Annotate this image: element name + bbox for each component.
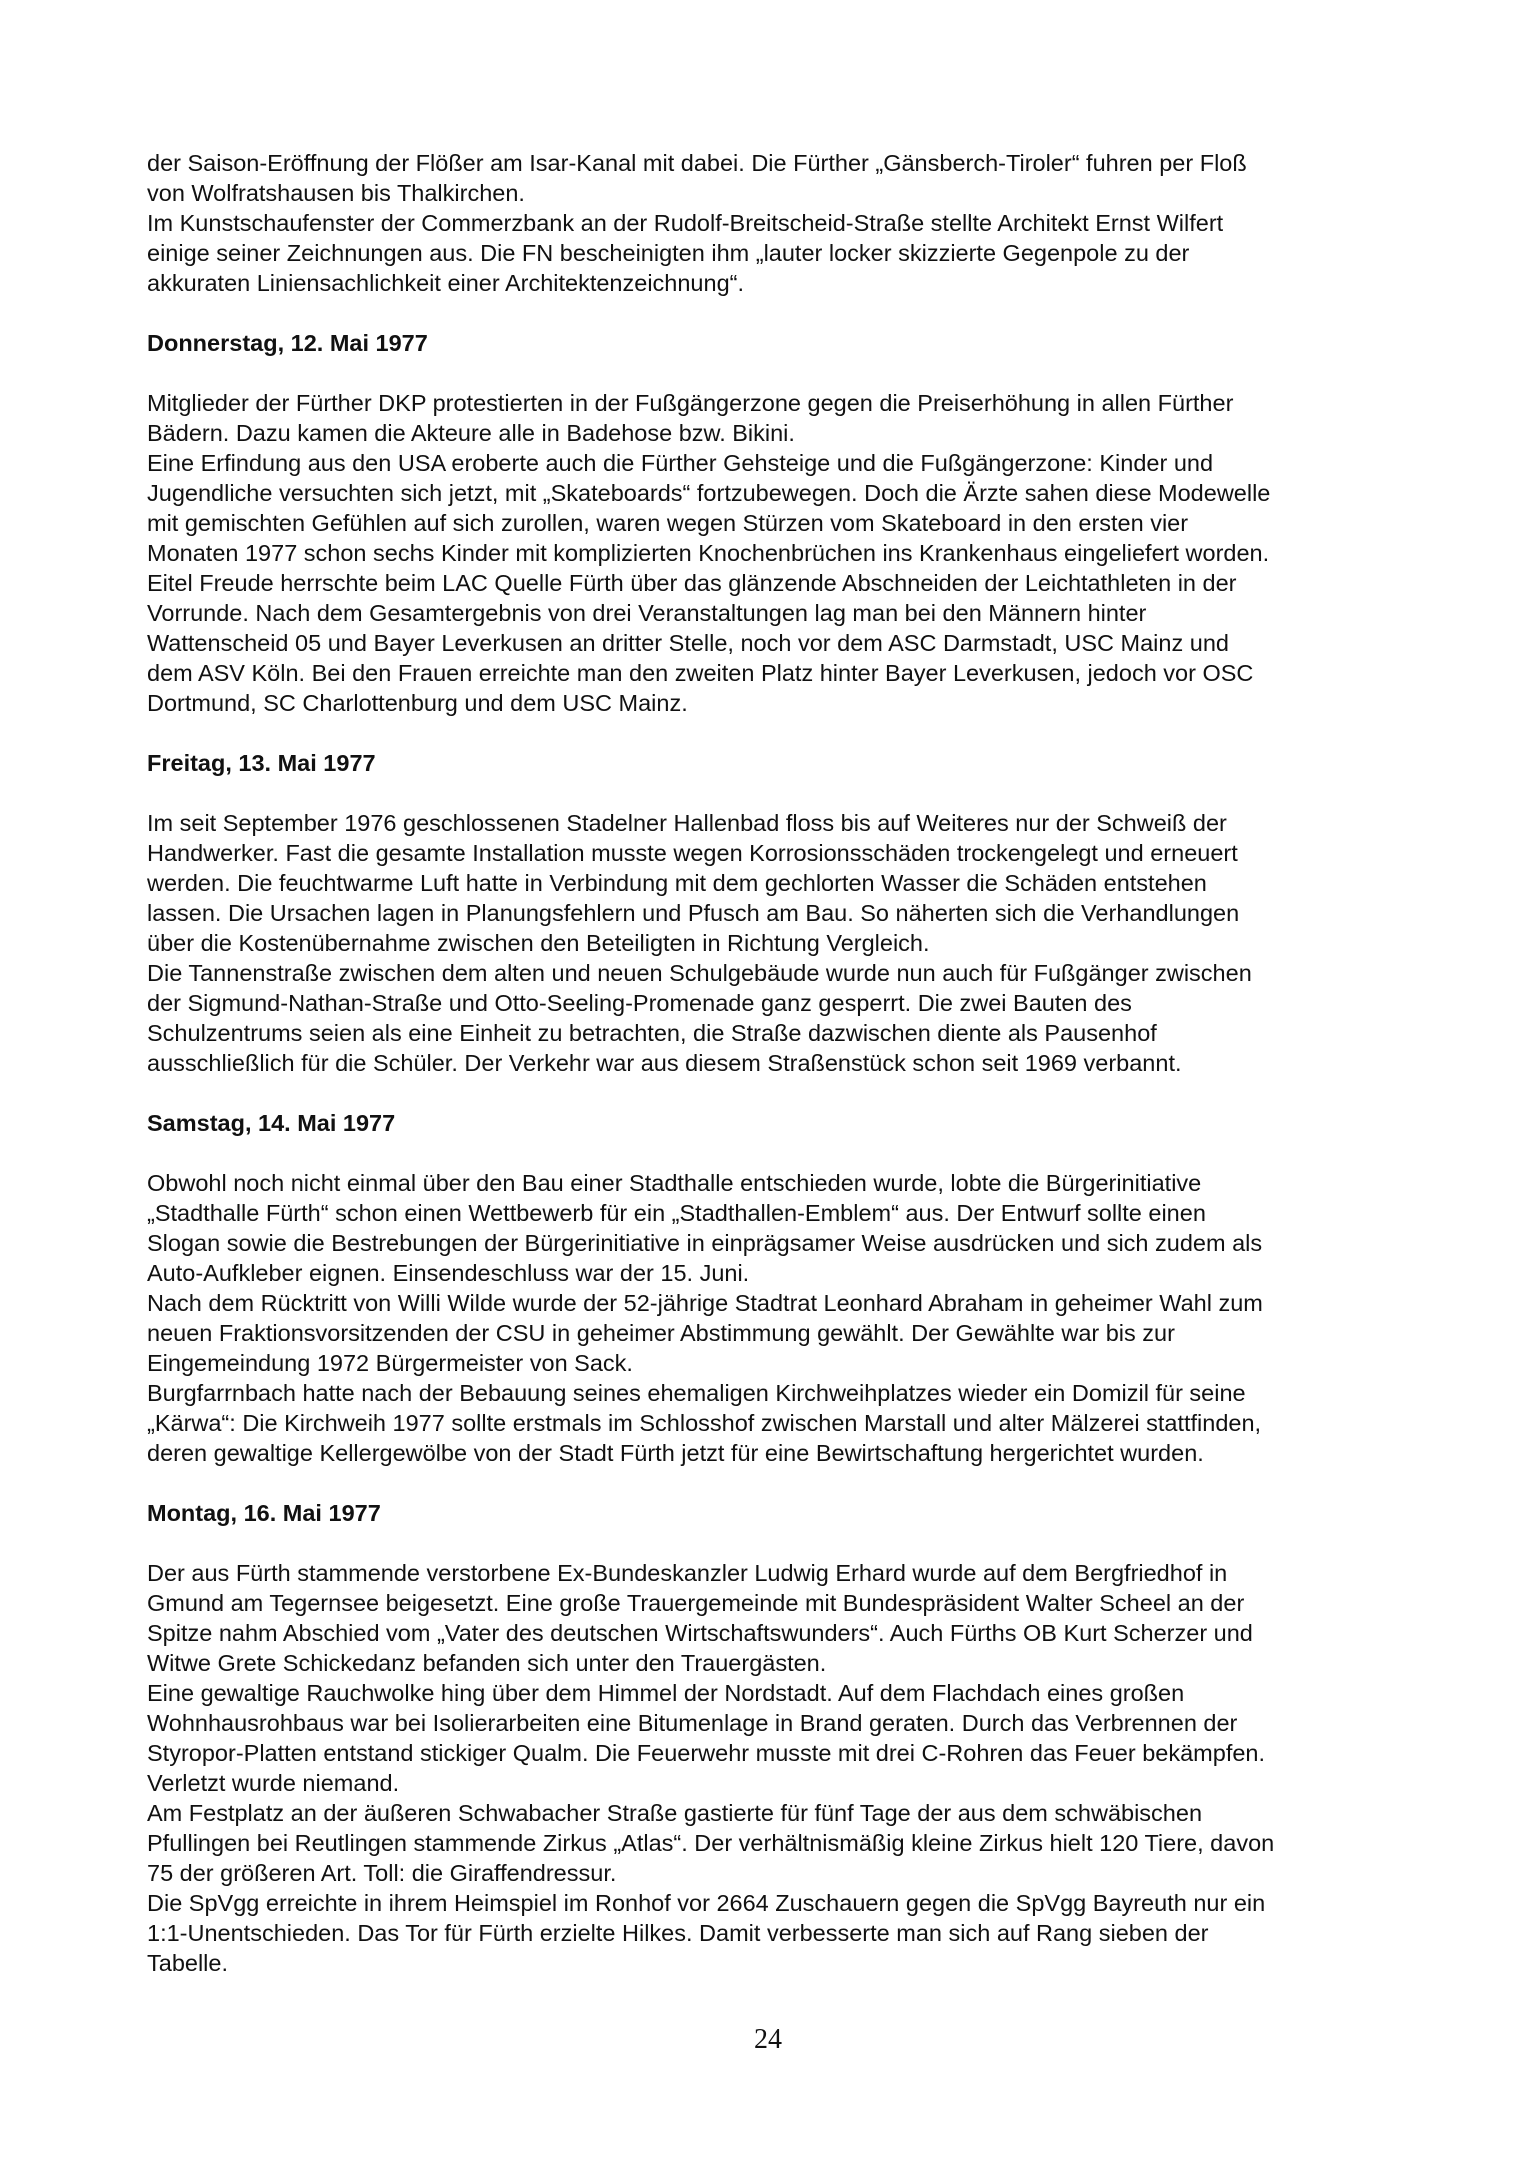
heading-text: Freitag, 13. Mai 1977: [147, 750, 376, 776]
heading-text: Donnerstag, 12. Mai 1977: [147, 330, 428, 356]
text-line: Eitel Freude herrschte beim LAC Quelle Fürth über das glänzende Abschneiden der Leichtathleten in der: [147, 570, 1237, 596]
text-line: Die Tannenstraße zwischen dem alten und neuen Schulgebäude wurde nun auch für Fußgänger zwischen: [147, 960, 1252, 986]
blank-line: [147, 718, 1447, 748]
date-heading: [147, 328, 1447, 358]
text-line: Handwerker. Fast die gesamte Installation musste wegen Korrosionsschäden trockengelegt und erneuert: [147, 840, 1238, 866]
text-line: Styropor-Platten entstand stickiger Qualm. Die Feuerwehr musste mit drei C-Rohren das Feuer bekämpfen.: [147, 1740, 1266, 1766]
date-heading: [147, 1498, 1447, 1528]
text-line: Dortmund, SC Charlottenburg und dem USC Mainz.: [147, 690, 688, 716]
text-line: akkuraten Liniensachlichkeit einer Architektenzeichnung“.: [147, 270, 744, 296]
text-line: Spitze nahm Abschied vom „Vater des deutschen Wirtschaftswunders“. Auch Fürths OB Kurt Scherzer und: [147, 1620, 1253, 1646]
blank-line: [147, 1528, 1447, 1558]
text-line: über die Kostenübernahme zwischen den Beteiligten in Richtung Vergleich.: [147, 930, 930, 956]
date-heading: [147, 748, 1447, 778]
text-line: von Wolfratshausen bis Thalkirchen.: [147, 180, 525, 206]
text-line: Tabelle.: [147, 1950, 228, 1976]
text-line: Eine Erfindung aus den USA eroberte auch die Fürther Gehsteige und die Fußgängerzone: Kinder und: [147, 450, 1214, 476]
text-line: Jugendliche versuchten sich jetzt, mit „Skateboards“ fortzubewegen. Doch die Ärzte sahen diese Modewelle: [147, 480, 1271, 506]
blank-line: [147, 1078, 1447, 1108]
text-line: Verletzt wurde niemand.: [147, 1770, 400, 1796]
text-line: Der aus Fürth stammende verstorbene Ex-Bundeskanzler Ludwig Erhard wurde auf dem Bergfriedhof in: [147, 1560, 1228, 1586]
text-line: 75 der größeren Art. Toll: die Giraffendressur.: [147, 1860, 617, 1886]
text-line: werden. Die feuchtwarme Luft hatte in Verbindung mit dem gechlorten Wasser die Schäden entstehen: [147, 870, 1207, 896]
text-line: Pfullingen bei Reutlingen stammende Zirkus „Atlas“. Der verhältnismäßig kleine Zirkus hielt 120 Tiere, davon: [147, 1830, 1275, 1856]
text-line: mit gemischten Gefühlen auf sich zurollen, waren wegen Stürzen vom Skateboard in den ersten vier: [147, 510, 1189, 536]
paragraph-block: [147, 1558, 1447, 1978]
blank-line: [147, 1468, 1447, 1498]
paragraph-block: [147, 148, 1447, 298]
text-line: Obwohl noch nicht einmal über den Bau einer Stadthalle entschieden wurde, lobte die Bürgerinitiative: [147, 1170, 1202, 1196]
text-line: Slogan sowie die Bestrebungen der Bürgerinitiative in einprägsamer Weise ausdrücken und sich zudem als: [147, 1230, 1263, 1256]
blank-line: [147, 778, 1447, 808]
text-line: der Sigmund-Nathan-Straße und Otto-Seeling-Promenade ganz gesperrt. Die zwei Bauten des: [147, 990, 1132, 1016]
text-line: ausschließlich für die Schüler. Der Verkehr war aus diesem Straßenstück schon seit 1969 verbannt.: [147, 1050, 1182, 1076]
text-line: Auto-Aufkleber eignen. Einsendeschluss war der 15. Juni.: [147, 1260, 750, 1286]
blank-line: [147, 1138, 1447, 1168]
blank-line: [147, 298, 1447, 328]
text-line: Die SpVgg erreichte in ihrem Heimspiel im Ronhof vor 2664 Zuschauern gegen die SpVgg Bayreuth nur ein: [147, 1890, 1266, 1916]
text-line: Witwe Grete Schickedanz befanden sich unter den Trauergästen.: [147, 1650, 827, 1676]
text-line: „Kärwa“: Die Kirchweih 1977 sollte erstmals im Schlosshof zwischen Marstall und alter Mälzerei stattfinden,: [147, 1410, 1262, 1436]
text-line: Wattenscheid 05 und Bayer Leverkusen an dritter Stelle, noch vor dem ASC Darmstadt, USC Mainz und: [147, 630, 1229, 656]
text-line: „Stadthalle Fürth“ schon einen Wettbewerb für ein „Stadthallen-Emblem“ aus. Der Entwurf sollte einen: [147, 1200, 1206, 1226]
text-line: der Saison-Eröffnung der Flößer am Isar-Kanal mit dabei. Die Fürther „Gänsberch-Tiroler“ fuhren per Floß: [147, 150, 1247, 176]
text-line: Am Festplatz an der äußeren Schwabacher Straße gastierte für fünf Tage der aus dem schwäbischen: [147, 1800, 1203, 1826]
text-line: Monaten 1977 schon sechs Kinder mit komplizierten Knochenbrüchen ins Krankenhaus eingeliefert worden.: [147, 540, 1270, 566]
heading-text: Montag, 16. Mai 1977: [147, 1500, 381, 1526]
text-line: 1:1-Unentschieden. Das Tor für Fürth erzielte Hilkes. Damit verbesserte man sich auf Rang sieben der: [147, 1920, 1209, 1946]
text-line: einige seiner Zeichnungen aus. Die FN bescheinigten ihm „lauter locker skizzierte Gegenpole zu der: [147, 240, 1190, 266]
paragraph-block: [147, 808, 1447, 1078]
text-line: dem ASV Köln. Bei den Frauen erreichte man den zweiten Platz hinter Bayer Leverkusen, jedoch vor OSC: [147, 660, 1254, 686]
text-line: Eine gewaltige Rauchwolke hing über dem Himmel der Nordstadt. Auf dem Flachdach eines großen: [147, 1680, 1185, 1706]
page-number: 24: [754, 2024, 782, 2055]
paragraph-block: [147, 1168, 1447, 1468]
text-line: deren gewaltige Kellergewölbe von der Stadt Fürth jetzt für eine Bewirtschaftung hergerichtet wurden.: [147, 1440, 1204, 1466]
text-line: Schulzentrums seien als eine Einheit zu betrachten, die Straße dazwischen diente als Pausenhof: [147, 1020, 1157, 1046]
text-line: Wohnhausrohbaus war bei Isolierarbeiten eine Bitumenlage in Brand geraten. Durch das Verbrennen der: [147, 1710, 1238, 1736]
text-line: Im seit September 1976 geschlossenen Stadelner Hallenbad floss bis auf Weiteres nur der Schweiß der: [147, 810, 1227, 836]
text-line: lassen. Die Ursachen lagen in Planungsfehlern und Pfusch am Bau. So näherten sich die Verhandlungen: [147, 900, 1240, 926]
text-line: Mitglieder der Fürther DKP protestierten in der Fußgängerzone gegen die Preiserhöhung in allen Fürther: [147, 390, 1234, 416]
text-line: Gmund am Tegernsee beigesetzt. Eine große Trauergemeinde mit Bundespräsident Walter Scheel an der: [147, 1590, 1245, 1616]
text-line: Vorrunde. Nach dem Gesamtergebnis von drei Veranstaltungen lag man bei den Männern hinter: [147, 600, 1147, 626]
date-heading: [147, 1108, 1447, 1138]
text-line: Im Kunstschaufenster der Commerzbank an der Rudolf-Breitscheid-Straße stellte Architekt Ernst Wilfert: [147, 210, 1224, 236]
blank-line: [147, 358, 1447, 388]
document-body: [147, 148, 1447, 1978]
paragraph-block: [147, 388, 1447, 718]
text-line: Bädern. Dazu kamen die Akteure alle in Badehose bzw. Bikini.: [147, 420, 795, 446]
text-line: neuen Fraktionsvorsitzenden der CSU in geheimer Abstimmung gewählt. Der Gewählte war bis zur: [147, 1320, 1175, 1346]
heading-text: Samstag, 14. Mai 1977: [147, 1110, 396, 1136]
text-line: Nach dem Rücktritt von Willi Wilde wurde der 52-jährige Stadtrat Leonhard Abraham in geheimer Wahl zum: [147, 1290, 1263, 1316]
text-line: Burgfarrnbach hatte nach der Bebauung seines ehemaligen Kirchweihplatzes wieder ein Domizil für seine: [147, 1380, 1246, 1406]
text-line: Eingemeindung 1972 Bürgermeister von Sack.: [147, 1350, 633, 1376]
